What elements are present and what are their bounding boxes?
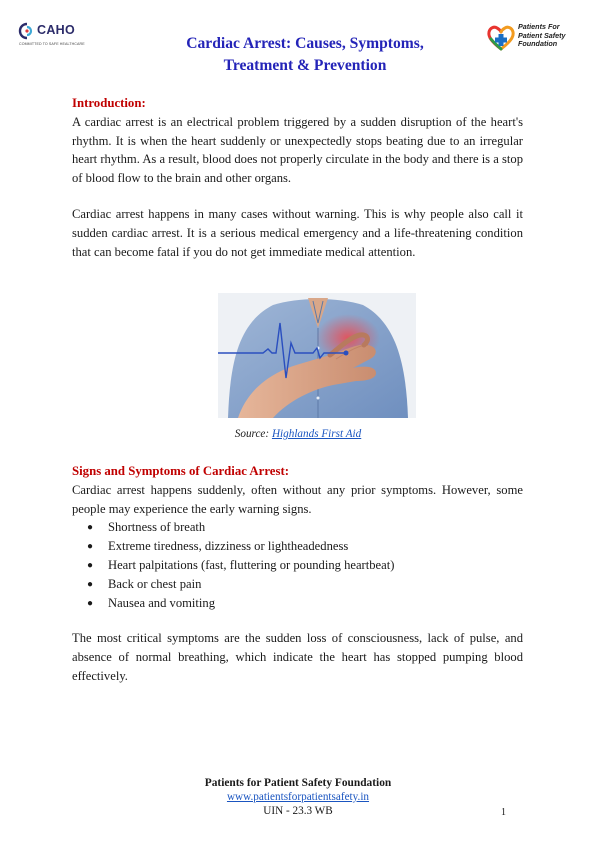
bullet-icon: ● (87, 560, 94, 572)
list-item (72, 594, 523, 613)
list-item-text: Extreme tiredness, dizziness or lightheadedness (108, 539, 349, 554)
introduction-paragraph: A cardiac arrest is an electrical problem triggered by a sudden disruption of the heart's rhythm. It is when the heart suddenly or unexpectedly stops beating due to an irregular heart rhythm. As a result, blood does not properly circulate in the body and there is a stop of blood flow to the brain and other organs. (72, 114, 523, 186)
caho-logo (18, 22, 98, 48)
symptoms-conclusion-section (72, 629, 523, 685)
introduction-section-continued (72, 205, 523, 261)
ppsf-logo-text (518, 23, 566, 49)
list-item-text: Back or chest pain (108, 577, 202, 592)
chest-pain-illustration (218, 293, 416, 418)
list-item-text: Shortness of breath (108, 520, 206, 535)
image-caption (0, 428, 596, 440)
symptoms-heading: Signs and Symptoms of Cardiac Arrest: (72, 464, 289, 478)
list-item (72, 556, 523, 575)
bullet-icon: ● (87, 522, 94, 534)
page-title-line: Treatment & Prevention (223, 57, 387, 74)
symptoms-list (72, 518, 523, 613)
list-item (72, 537, 523, 556)
caho-logo-text: CAHO (37, 23, 76, 37)
page-title (150, 33, 460, 77)
list-item-text: Nausea and vomiting (108, 596, 216, 611)
caho-logo-icon (18, 22, 36, 40)
heart-hands-icon (486, 22, 516, 52)
bullet-icon: ● (87, 579, 94, 591)
page-number: 1 (501, 807, 506, 818)
ppsf-logo-line: Foundation (518, 39, 558, 49)
ppsf-logo (484, 20, 584, 56)
introduction-heading: Introduction: (72, 96, 146, 110)
page-title-line: Cardiac Arrest: Causes, Symptoms, (186, 35, 424, 52)
symptoms-conclusion: The most critical symptoms are the sudden loss of consciousness, lack of pulse, and absence of normal breathing, which indicate the heart has stopped pumping blood effectively. (72, 631, 523, 683)
caho-logo-tagline: COMMITTED TO SAFE HEALTHCARE (19, 42, 85, 46)
symptoms-section (72, 462, 523, 613)
list-item-text: Heart palpitations (fast, fluttering or pounding heartbeat) (108, 558, 395, 573)
bullet-icon: ● (87, 541, 94, 553)
caption-source-link[interactable]: Highlands First Aid (271, 428, 362, 440)
list-item (72, 575, 523, 594)
introduction-section (72, 94, 523, 188)
footer-website-link[interactable]: www.patientsforpatientsafety.in (226, 791, 370, 803)
ppsf-logo-line: Patient Safety (518, 30, 566, 40)
symptoms-intro: Cardiac arrest happens suddenly, often without any prior symptoms. However, some people may experience the early warning signs. (72, 482, 523, 516)
bullet-icon: ● (87, 598, 94, 610)
footer-organization: Patients for Patient Safety Foundation (204, 777, 392, 789)
introduction-paragraph: Cardiac arrest happens in many cases without warning. This is why people also call it sudden cardiac arrest. It is a serious medical emergency and a life-threatening condition that can become fatal if you do not get immediate medical attention. (72, 207, 523, 259)
list-item (72, 518, 523, 537)
ppsf-logo-line: Patients For (518, 22, 560, 31)
chest-pain-photo (218, 293, 416, 418)
footer-uin: UIN - 23.3 WB (263, 805, 333, 817)
caption-prefix: Source: (234, 428, 272, 440)
